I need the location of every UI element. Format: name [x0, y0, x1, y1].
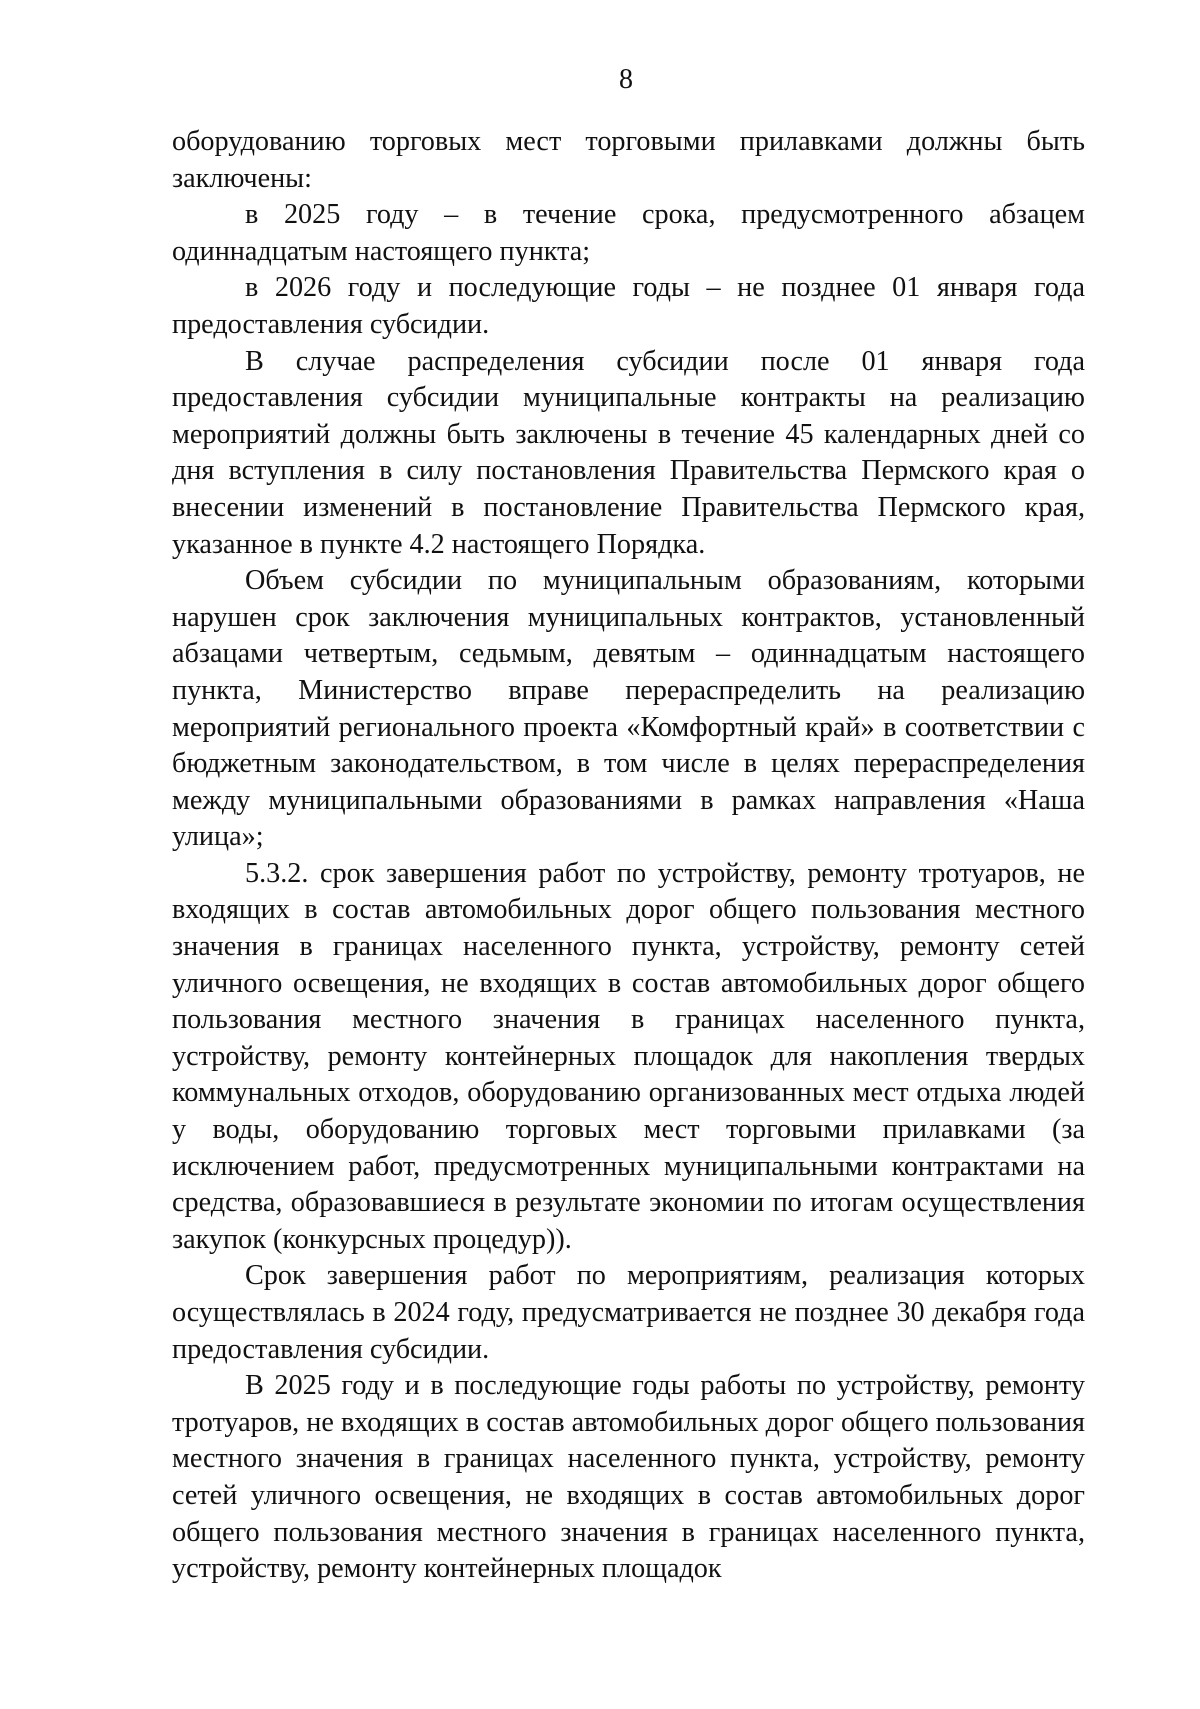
- paragraph-2025-deadline: в 2025 году – в течение срока, предусмотренного абзацем одиннадцатым настоящего пункта;: [172, 199, 1085, 267]
- paragraph-2026-deadline: в 2026 году и последующие годы – не позднее 01 января года предоставления субсидии.: [172, 272, 1085, 340]
- page-number: 8: [619, 64, 633, 95]
- paragraph-2025-works: В 2025 году и в последующие годы работы по устройству, ремонту тротуаров, не входящих в состав автомобильных дорог общего пользования местного значения в границах населенного пункта, устройству, ремонту сетей уличного освещения, не входящих в состав автомобильных дорог общего пользования местного значения в границах населенного пункта, устройству, ремонту контейнерных площадок: [172, 1370, 1085, 1585]
- document-body: [172, 124, 1085, 1588]
- paragraph-5-3-2: 5.3.2. срок завершения работ по устройству, ремонту тротуаров, не входящих в состав автомобильных дорог общего пользования местного значения в границах населенного пункта, устройству, ремонту сетей уличного освещения, не входящих в состав автомобильных дорог общего пользования местного значения в границах населенного пункта, устройству, ремонту контейнерных площадок для накопления твердых коммунальных отходов, оборудованию организованных мест отдыха людей у воды, оборудованию торговых мест торговыми прилавками (за исключением работ, предусмотренных муниципальными контрактами на средства, образовавшиеся в результате экономии по итогам осуществления закупок (конкурсных процедур)).: [172, 857, 1085, 1255]
- paragraph-continuation: оборудованию торговых мест торговыми прилавками должны быть заключены:: [172, 126, 1085, 194]
- paragraph-subsidy-redistribution: Объем субсидии по муниципальным образованиям, которыми нарушен срок заключения муниципальных контрактов, установленный абзацами четвертым, седьмым, девятым – одиннадцатым настоящего пункта, Министерство вправе перераспределить на реализацию мероприятий регионального проекта «Комфортный край» в соответствии с бюджетным законодательством, в том числе в целях перераспределения между муниципальными образованиями в рамках направления «Наша улица»;: [172, 565, 1085, 853]
- paragraph-distribution-case: В случае распределения субсидии после 01 января года предоставления субсидии муниципальные контракты на реализацию мероприятий должны быть заключены в течение 45 календарных дней со дня вступления в силу постановления Правительства Пермского края о внесении изменений в постановление Правительства Пермского края, указанное в пункте 4.2 настоящего Порядка.: [172, 345, 1085, 560]
- paragraph-completion-2024: Срок завершения работ по мероприятиям, реализация которых осуществлялась в 2024 году, предусматривается не позднее 30 декабря года предоставления субсидии.: [172, 1260, 1085, 1365]
